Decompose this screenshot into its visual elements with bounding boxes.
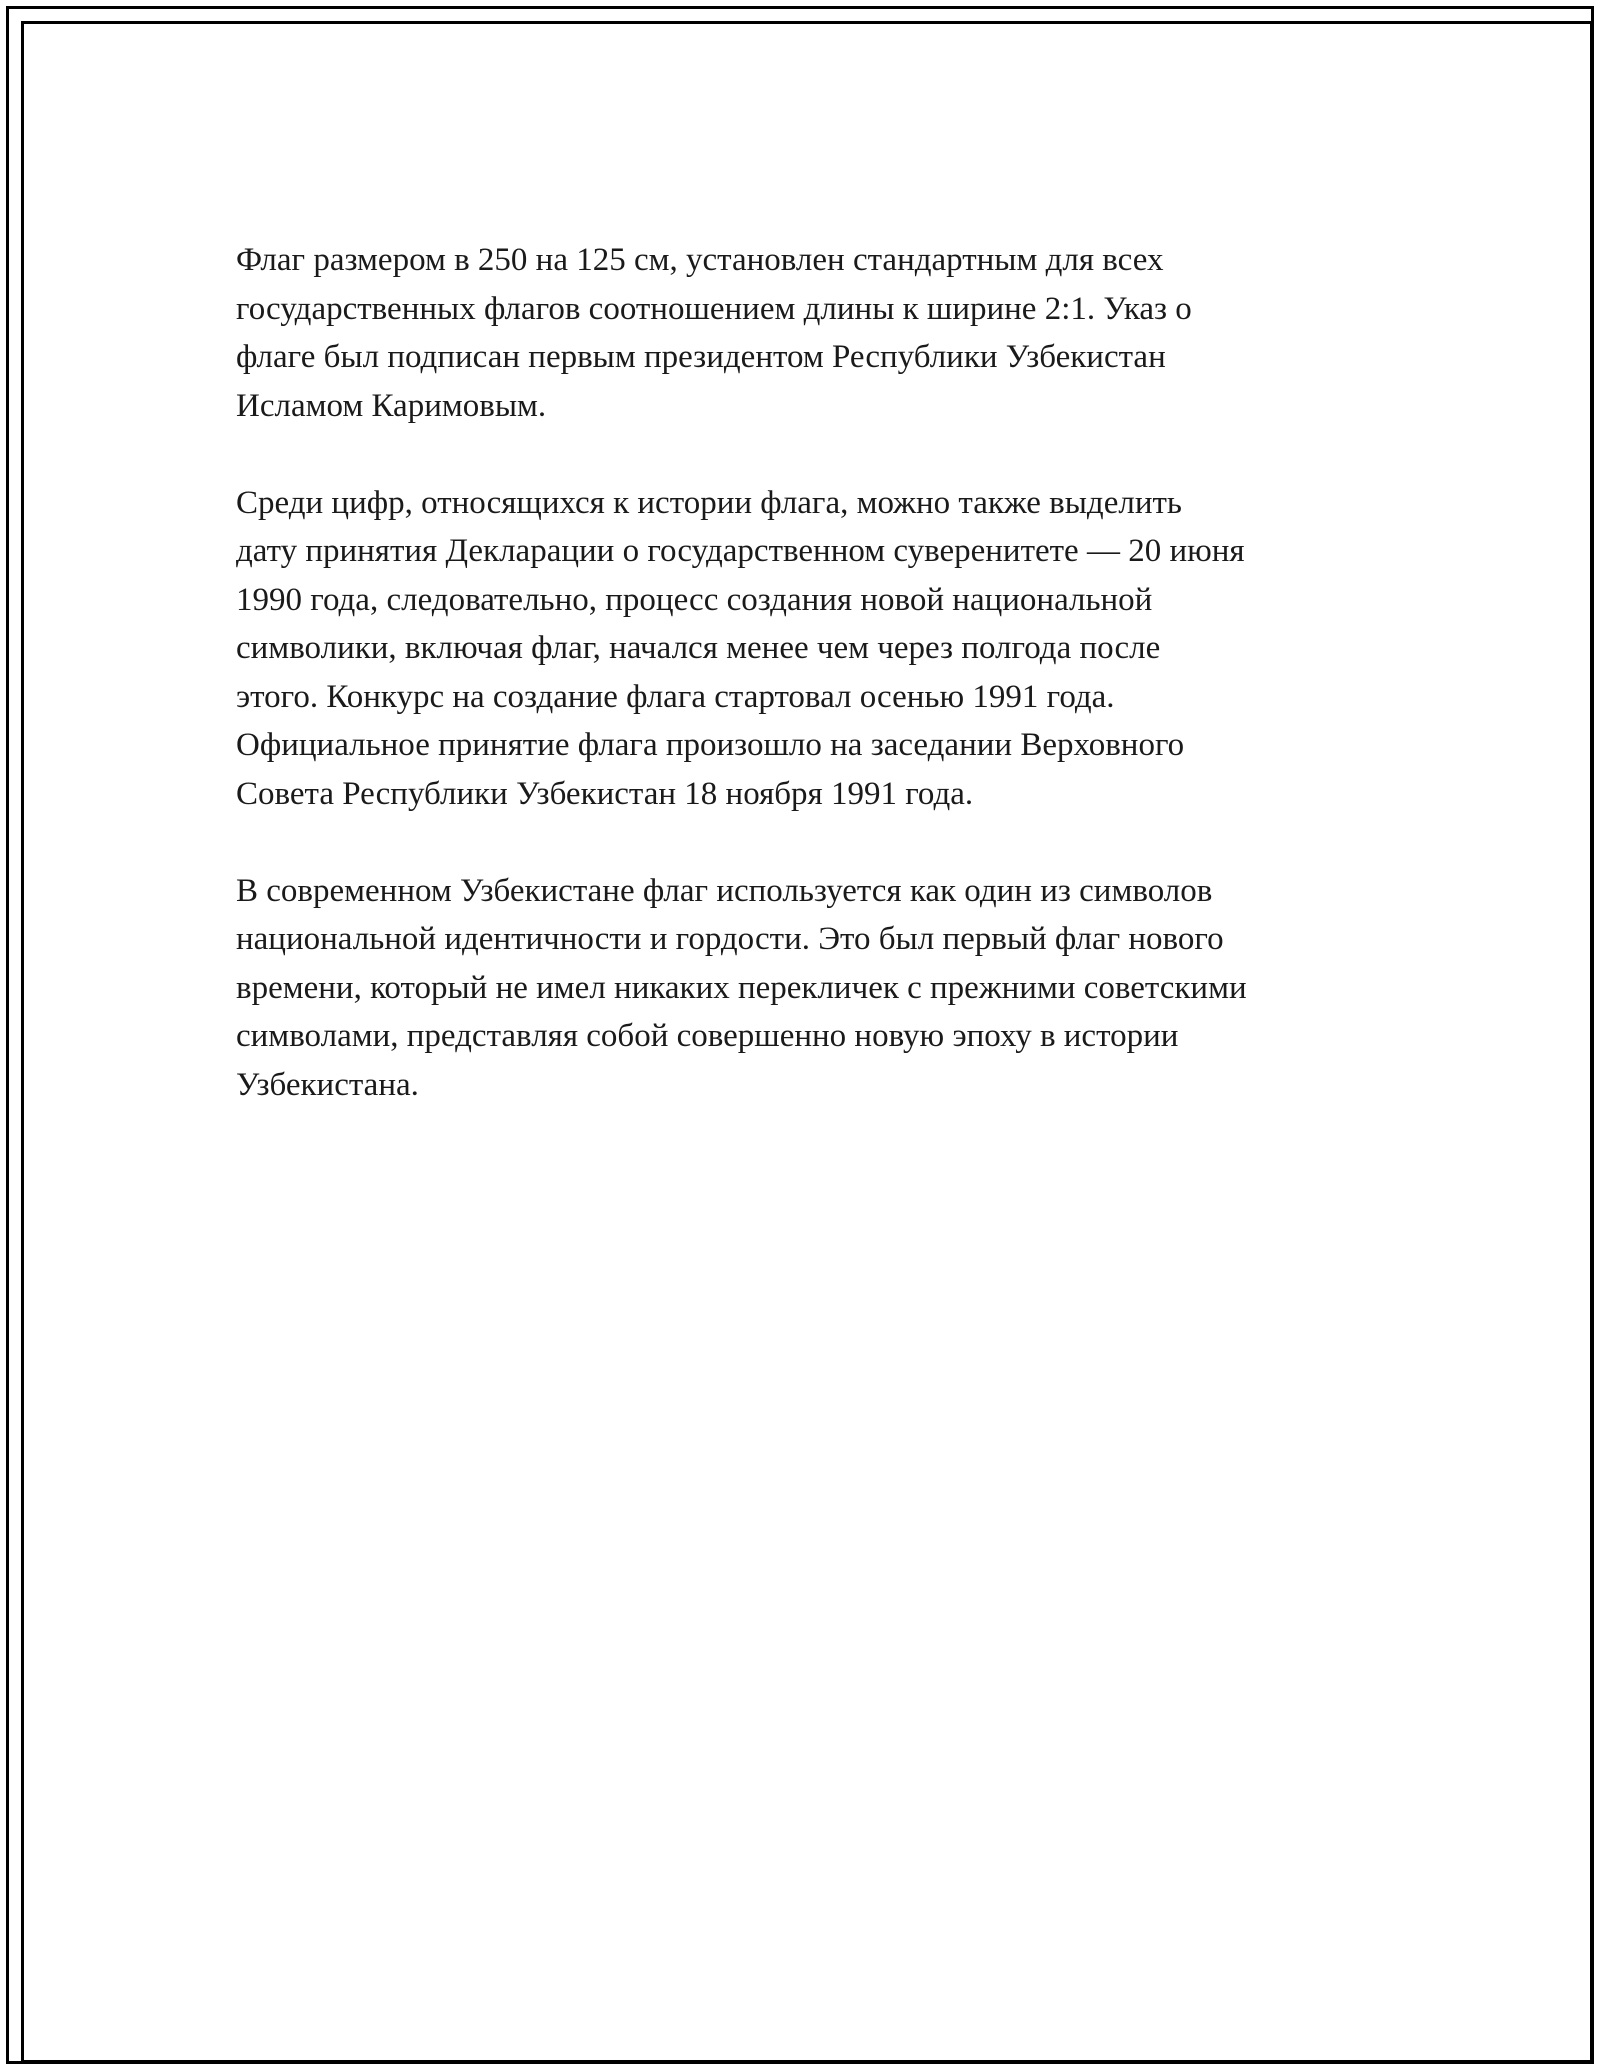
text-line: дату принятия Декларации о государственном суверенитете — 20 июня xyxy=(236,533,1245,569)
document-body xyxy=(236,236,1386,1158)
text-line: Исламом Каримовым. xyxy=(236,387,547,424)
text-line: символами, представляя собой совершенно новую эпоху в истории xyxy=(236,1018,1179,1054)
text-line: этого. Конкурс на создание флага стартовал осенью 1991 года. xyxy=(236,678,1115,715)
text-line: Флаг размером в 250 на 125 см, установлен стандартным для всех xyxy=(236,242,1164,278)
text-line: символики, включая флаг, начался менее чем через полгода после xyxy=(236,630,1161,666)
paragraph-1 xyxy=(236,236,1386,430)
text-line: 1990 года, следовательно, процесс создания новой национальной xyxy=(236,581,1153,618)
text-line: Официальное принятие флага произошло на заседании Верховного xyxy=(236,727,1185,763)
text-line: государственных флагов соотношением длины к ширине 2:1. Указ о xyxy=(236,290,1192,327)
paragraph-2 xyxy=(236,479,1386,819)
paragraph-3 xyxy=(236,867,1386,1110)
text-line: Узбекистана. xyxy=(236,1066,419,1103)
text-line: флаге был подписан первым президентом Республики Узбекистан xyxy=(236,339,1166,375)
text-line: национальной идентичности и гордости. Это был первый флаг нового xyxy=(236,921,1224,957)
text-line: Среди цифр, относящихся к истории флага, можно также выделить xyxy=(236,484,1182,521)
text-line: Совета Республики Узбекистан 18 ноября 1991 года. xyxy=(236,775,974,812)
text-line: В современном Узбекистане флаг используется как один из символов xyxy=(236,872,1213,909)
text-line: времени, который не имел никаких перекличек с прежними советскими xyxy=(236,969,1247,1006)
